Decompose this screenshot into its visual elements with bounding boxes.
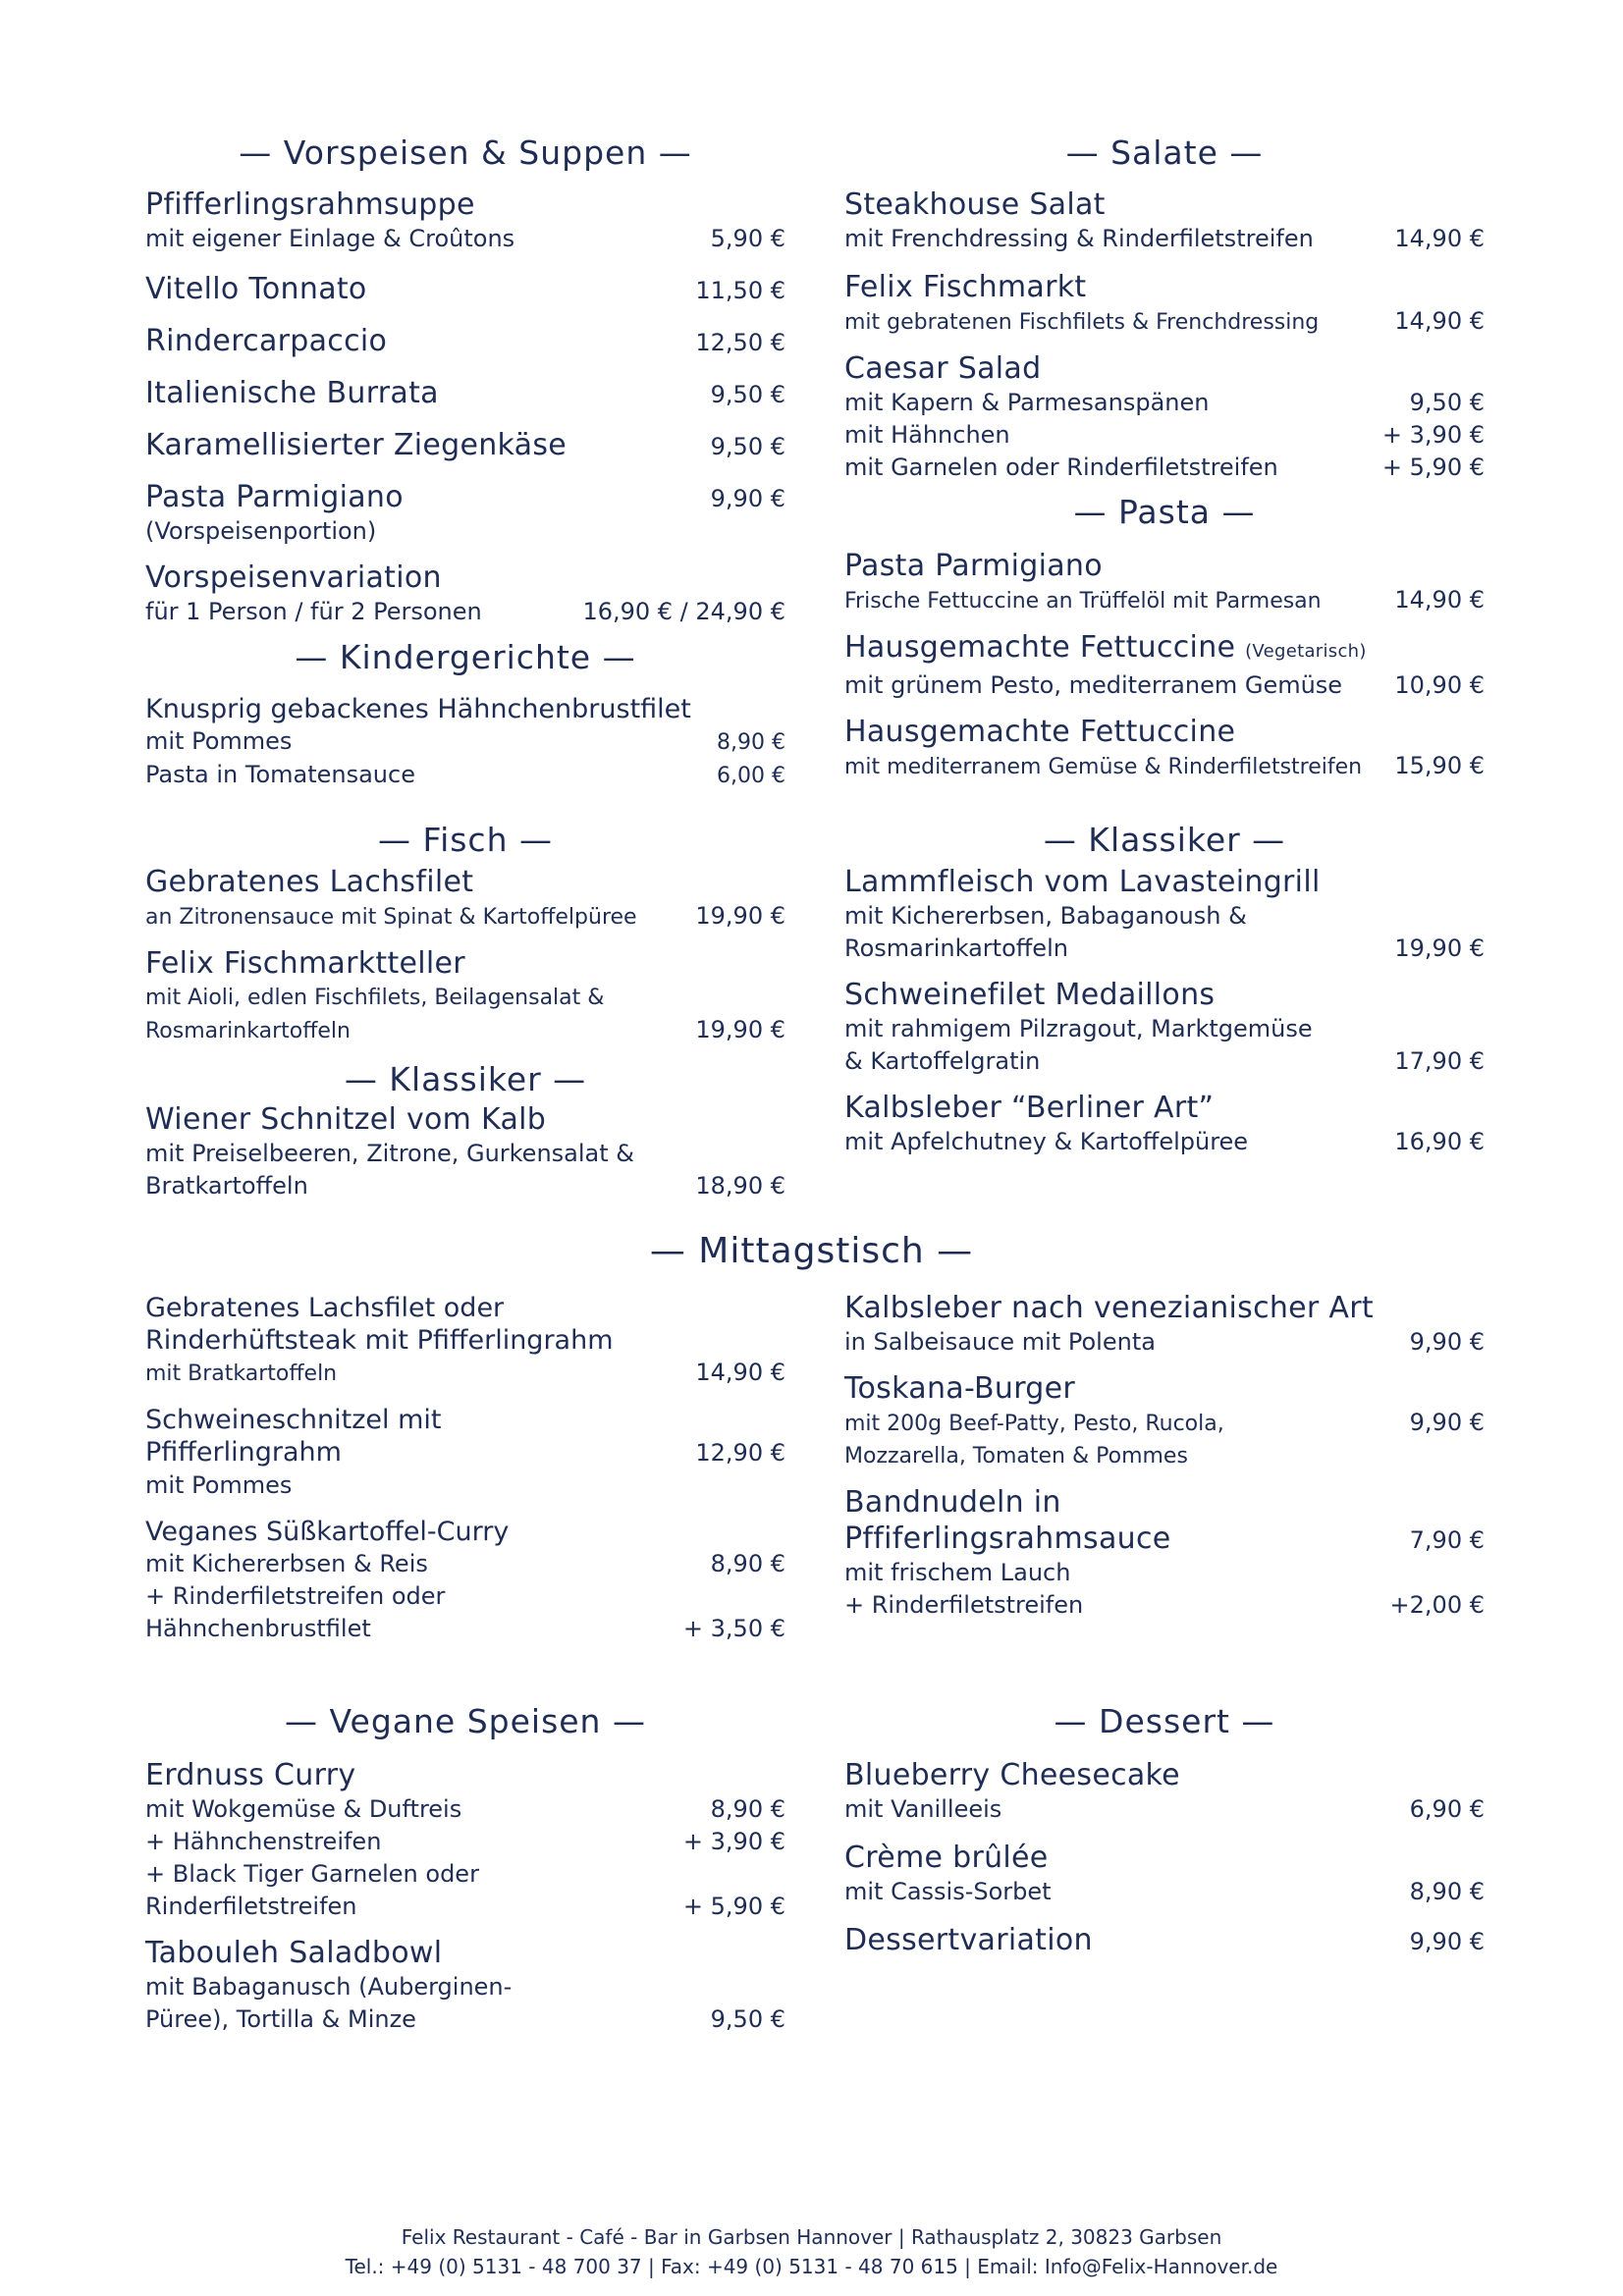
menu-item: [844, 1757, 1485, 1826]
menu-item: [844, 1840, 1485, 1908]
item-name: Schweineschnitzel mit: [145, 1405, 442, 1435]
section-title: — Vorspeisen & Suppen —: [239, 133, 692, 172]
item-name: Toskana-Burger: [844, 1371, 1076, 1406]
item-description: mit grünem Pesto, mediterranem Gemüse: [844, 671, 1343, 699]
item-description: mit Cassis-Sorbet: [844, 1878, 1052, 1905]
section-title: — Klassiker —: [1043, 821, 1286, 859]
footer: [0, 2222, 1623, 2281]
mittagstisch-right: [844, 1290, 1485, 1622]
item-description: mit eigener Einlage & Croûtons: [145, 225, 515, 252]
section-title: — Pasta —: [1073, 493, 1256, 531]
item-price: 9,90 €: [1409, 1928, 1485, 1955]
item-description: + Rinderfiletstreifen: [844, 1591, 1084, 1619]
section-title: — Klassiker —: [344, 1060, 587, 1098]
section-title: — Salate —: [1065, 133, 1264, 172]
item-price: 14,90 €: [1394, 586, 1485, 614]
item-name: Karamellisierter Ziegenkäse: [145, 428, 568, 462]
section-title: — Fisch —: [378, 821, 553, 859]
item-price: 9,90 €: [1409, 1328, 1485, 1356]
item-description: (Vorspeisenportion): [145, 517, 377, 545]
item-name: Steakhouse Salat: [844, 187, 1106, 222]
item-price: 10,90 €: [1394, 671, 1485, 699]
item-name: Crème brûlée: [844, 1841, 1049, 1875]
item-tag: (Vegetarisch): [1245, 641, 1367, 662]
item-price: 19,90 €: [695, 1016, 785, 1043]
menu-item: [145, 945, 785, 1047]
item-name: Erdnuss Curry: [145, 1758, 356, 1792]
item-name: Kalbsleber “Berliner Art”: [844, 1091, 1215, 1125]
menu-item: [145, 560, 785, 628]
item-description: Püree), Tortilla & Minze: [145, 2005, 416, 2033]
item-description: mit Vanilleeis: [844, 1795, 1002, 1823]
item-price: +2,00 €: [1389, 1591, 1485, 1619]
item-description: an Zitronensauce mit Spinat & Kartoffelpüree: [145, 905, 637, 930]
item-description: mit Bratkartoffeln: [145, 1362, 338, 1386]
item-price: 16,90 € / 24,90 €: [582, 598, 785, 625]
item-price: + 5,90 €: [682, 1893, 785, 1920]
menu-item: [844, 1370, 1485, 1472]
item-description: mit Kichererbsen, Babaganoush &: [844, 902, 1247, 930]
item-price: 9,50 €: [710, 433, 785, 460]
section-vegan: [145, 1700, 785, 2036]
item-price: 8,90 €: [717, 730, 785, 755]
item-name: Schweinefilet Medaillons: [844, 978, 1216, 1012]
menu-item: [844, 548, 1485, 617]
item-description: mit Kapern & Parmesanspänen: [844, 389, 1210, 416]
item-description: mit Frenchdressing & Rinderfiletstreifen: [844, 225, 1314, 252]
item-description: + Rinderfiletstreifen oder: [145, 1582, 446, 1610]
mittagstisch-left: [145, 1292, 785, 1645]
item-price: 19,90 €: [1394, 934, 1485, 962]
item-price: + 3,50 €: [682, 1615, 785, 1642]
item-price: 9,90 €: [1409, 1409, 1485, 1436]
item-name: Kalbsleber nach venezianischer Art: [844, 1291, 1374, 1325]
section-title: — Vegane Speisen —: [285, 1702, 646, 1740]
menu-item: [145, 864, 785, 934]
menu-item: [145, 479, 785, 548]
menu-item: [145, 1404, 785, 1502]
item-name: Vitello Tonnato: [145, 272, 367, 306]
item-description: mit Hähnchen: [844, 421, 1010, 449]
menu-item: [145, 1516, 785, 1645]
item-name: Rinderhüftsteak mit Pfifferlingrahm: [145, 1325, 614, 1356]
menu-item: [844, 269, 1485, 339]
item-price: 11,50 €: [695, 277, 785, 304]
item-price: 12,90 €: [695, 1439, 785, 1467]
item-price: 12,50 €: [695, 329, 785, 356]
item-description: Bratkartoffeln: [145, 1172, 308, 1200]
item-description: mit Pommes: [145, 1471, 293, 1499]
item-name: Pasta Parmigiano: [145, 480, 404, 514]
menu-item: [145, 375, 785, 411]
item-description: mit gebratenen Fischfilets & Frenchdressing: [844, 310, 1320, 335]
item-name: Hausgemachte Fettuccine: [844, 630, 1236, 665]
menu-item: [145, 1101, 785, 1202]
item-name: Caesar Salad: [844, 351, 1042, 386]
item-name: Tabouleh Saladbowl: [145, 1936, 443, 1970]
item-description: + Hähnchenstreifen: [145, 1828, 382, 1855]
item-price: 18,90 €: [695, 1172, 785, 1200]
section-kindergerichte: [145, 636, 785, 792]
item-price: 15,90 €: [1394, 752, 1485, 779]
item-name: Dessertvariation: [844, 1923, 1093, 1957]
menu-item: [145, 187, 785, 255]
item-name: Pffiferlingsrahmsauce: [844, 1522, 1171, 1556]
item-description: mit Pommes: [145, 727, 293, 755]
menu-item: [145, 271, 785, 307]
menu-item: [844, 1484, 1485, 1622]
item-price: 6,90 €: [1409, 1795, 1485, 1823]
item-description: + Black Tiger Garnelen oder: [145, 1860, 479, 1888]
item-description: Rinderfiletstreifen: [145, 1893, 357, 1920]
item-price: 9,50 €: [710, 381, 785, 408]
item-price: 6,00 €: [717, 764, 785, 788]
item-price: + 5,90 €: [1381, 454, 1485, 481]
item-price: 17,90 €: [1394, 1047, 1485, 1075]
item-price: 14,90 €: [695, 1359, 785, 1386]
item-description: Hähnchenbrustfilet: [145, 1615, 371, 1642]
menu-item: [844, 1922, 1485, 1958]
menu-item: [844, 714, 1485, 783]
item-price: 16,90 €: [1394, 1128, 1485, 1155]
menu-item: [145, 693, 785, 792]
item-description: mit Garnelen oder Rinderfiletstreifen: [844, 454, 1278, 481]
item-name: Knusprig gebackenes Hähnchenbrustfilet: [145, 694, 691, 724]
item-price: 8,90 €: [710, 1795, 785, 1823]
item-name: Gebratenes Lachsfilet oder: [145, 1293, 505, 1323]
item-description: mit Preiselbeeren, Zitrone, Gurkensalat &: [145, 1140, 634, 1167]
item-name: Veganes Süßkartoffel-Curry: [145, 1517, 510, 1547]
item-price: + 3,90 €: [1381, 421, 1485, 449]
item-name: Blueberry Cheesecake: [844, 1758, 1180, 1792]
item-name: Pasta Parmigiano: [844, 549, 1103, 583]
footer-address: Felix Restaurant - Café - Bar in Garbsen Hannover | Rathausplatz 2, 30823 Garbsen: [401, 2225, 1222, 2249]
item-description: Rosmarinkartoffeln: [145, 1019, 351, 1043]
section-title: — Dessert —: [1054, 1702, 1275, 1740]
section-vorspeisen: [145, 132, 785, 628]
item-description: mit Kichererbsen & Reis: [145, 1550, 428, 1577]
menu-item: [145, 1292, 785, 1390]
section-pasta: [844, 491, 1485, 783]
menu-item: [145, 427, 785, 463]
menu-item: [145, 1757, 785, 1923]
item-description: mit Wokgemüse & Duftreis: [145, 1795, 462, 1823]
item-price: + 3,90 €: [682, 1828, 785, 1855]
item-description: in Salbeisauce mit Polenta: [844, 1328, 1156, 1356]
item-price: 14,90 €: [1394, 225, 1485, 252]
menu-item: [844, 1090, 1485, 1158]
item-description: Frische Fettuccine an Trüffelöl mit Parmesan: [844, 589, 1322, 614]
item-name: Bandnudeln in: [844, 1485, 1061, 1520]
item-price: 19,90 €: [695, 902, 785, 930]
menu-item: [844, 629, 1485, 702]
menu-item: [844, 187, 1485, 255]
section-salate: [844, 132, 1485, 484]
item-name: Vorspeisenvariation: [145, 561, 442, 595]
item-name: Felix Fischmarktteller: [145, 946, 465, 981]
section-klassiker-right: [844, 819, 1485, 1158]
item-price: 7,90 €: [1409, 1526, 1485, 1554]
menu-item: [844, 977, 1485, 1078]
item-name: Wiener Schnitzel vom Kalb: [145, 1102, 547, 1137]
item-price: 9,90 €: [710, 485, 785, 512]
section-fisch: [145, 819, 785, 1047]
section-title: — Kindergerichte —: [295, 638, 636, 676]
item-name: Hausgemachte Fettuccine: [844, 715, 1236, 749]
menu-item: [145, 323, 785, 359]
item-description: mit frischem Lauch: [844, 1559, 1071, 1586]
item-description: mit 200g Beef-Patty, Pesto, Rucola,: [844, 1412, 1224, 1436]
item-price: 14,90 €: [1394, 307, 1485, 335]
item-price: 9,50 €: [1409, 389, 1485, 416]
item-description: mit Apfelchutney & Kartoffelpüree: [844, 1128, 1249, 1155]
item-name: Pfifferlingrahm: [145, 1437, 342, 1468]
item-name: Pfifferlingsrahmsuppe: [145, 187, 475, 222]
menu-item: [844, 1290, 1485, 1359]
item-name: Rindercarpaccio: [145, 324, 388, 358]
item-name: Gebratenes Lachsfilet: [145, 865, 474, 899]
footer-contact: Tel.: +49 (0) 5131 - 48 700 37 | Fax: +49 (0) 5131 - 48 70 615 | Email: Info@Felix-Hannover.de: [345, 2255, 1278, 2278]
item-price: 8,90 €: [710, 1550, 785, 1577]
section-klassiker-left: [145, 1058, 785, 1202]
item-description: & Kartoffelgratin: [844, 1047, 1041, 1075]
item-name: Lammfleisch vom Lavasteingrill: [844, 865, 1321, 899]
section-dessert: [844, 1700, 1485, 1958]
item-description: Pasta in Tomatensauce: [145, 761, 415, 788]
section-title-mittagstisch: — Mittagstisch —: [649, 1231, 974, 1271]
menu-item: [844, 350, 1485, 484]
item-description: mit rahmigem Pilzragout, Marktgemüse: [844, 1015, 1313, 1042]
item-name: Felix Fischmarkt: [844, 270, 1087, 304]
item-price: 5,90 €: [710, 225, 785, 252]
item-description: mit Babaganusch (Auberginen-: [145, 1973, 513, 2001]
item-price: 9,50 €: [710, 2005, 785, 2033]
item-description: Rosmarinkartoffeln: [844, 934, 1068, 962]
item-description: für 1 Person / für 2 Personen: [145, 598, 482, 625]
item-description: mit Aioli, edlen Fischfilets, Beilagensalat &: [145, 986, 605, 1010]
item-name: Italienische Burrata: [145, 376, 439, 410]
item-description: mit mediterranem Gemüse & Rinderfiletstreifen: [844, 755, 1363, 779]
menu-item: [844, 864, 1485, 965]
item-description: Mozzarella, Tomaten & Pommes: [844, 1444, 1188, 1468]
menu-item: [145, 1935, 785, 2036]
item-price: 8,90 €: [1409, 1878, 1485, 1905]
